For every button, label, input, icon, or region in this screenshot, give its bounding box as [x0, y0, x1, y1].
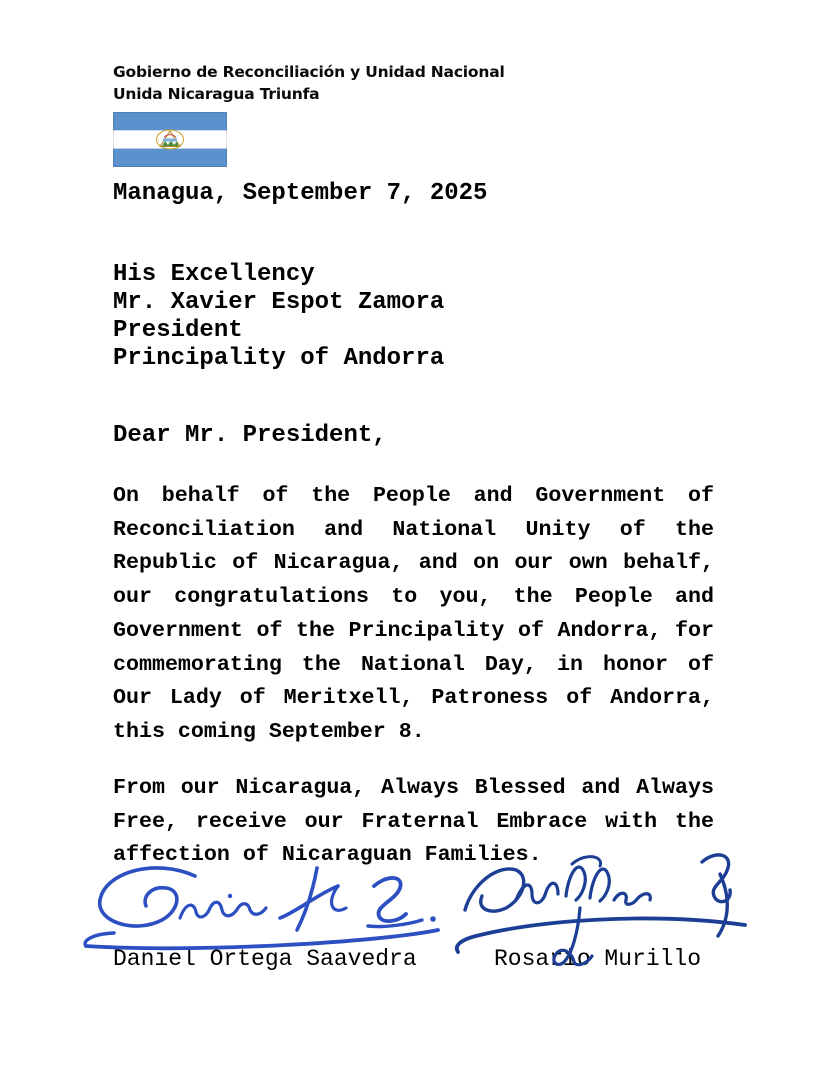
signature-rosario-murillo: [450, 848, 750, 970]
signatory-name-rosario-murillo: Rosario Murillo: [494, 946, 702, 972]
recipient-honorific: His Excellency: [113, 261, 315, 288]
recipient-title: President: [113, 317, 243, 344]
recipient-name: Mr. Xavier Espot Zamora: [113, 289, 445, 316]
body-paragraph-1: On behalf of the People and Government of Reconciliation and National Unity of the Republic of Nicaragua, and on our own behalf, our congratulations to you, the People and Government of the Principality of Andorra, for commemorating the National Day, in honor of Our Lady of Meritxell, Patroness of Andorra, this coming September 8.: [113, 483, 714, 744]
signatory-name-daniel-ortega: Daniel Ortega Saavedra: [113, 946, 417, 972]
letterhead-line1: Gobierno de Reconciliación y Unidad Nacional: [113, 63, 505, 81]
letterhead: [113, 62, 505, 105]
date-line: Managua, September 7, 2025: [113, 180, 488, 207]
recipient-block: [113, 261, 444, 373]
recipient-country: Principality of Andorra: [113, 345, 445, 372]
letterhead-line2: Unida Nicaragua Triunfa: [113, 84, 320, 103]
nicaragua-flag-icon: [113, 112, 227, 167]
salutation: Dear Mr. President,: [113, 422, 387, 449]
signature-daniel-ortega: [80, 856, 445, 956]
body-paragraph-2: From our Nicaragua, Always Blessed and Always Free, receive our Fraternal Embrace with the affection of Nicaraguan Families.: [113, 775, 714, 868]
